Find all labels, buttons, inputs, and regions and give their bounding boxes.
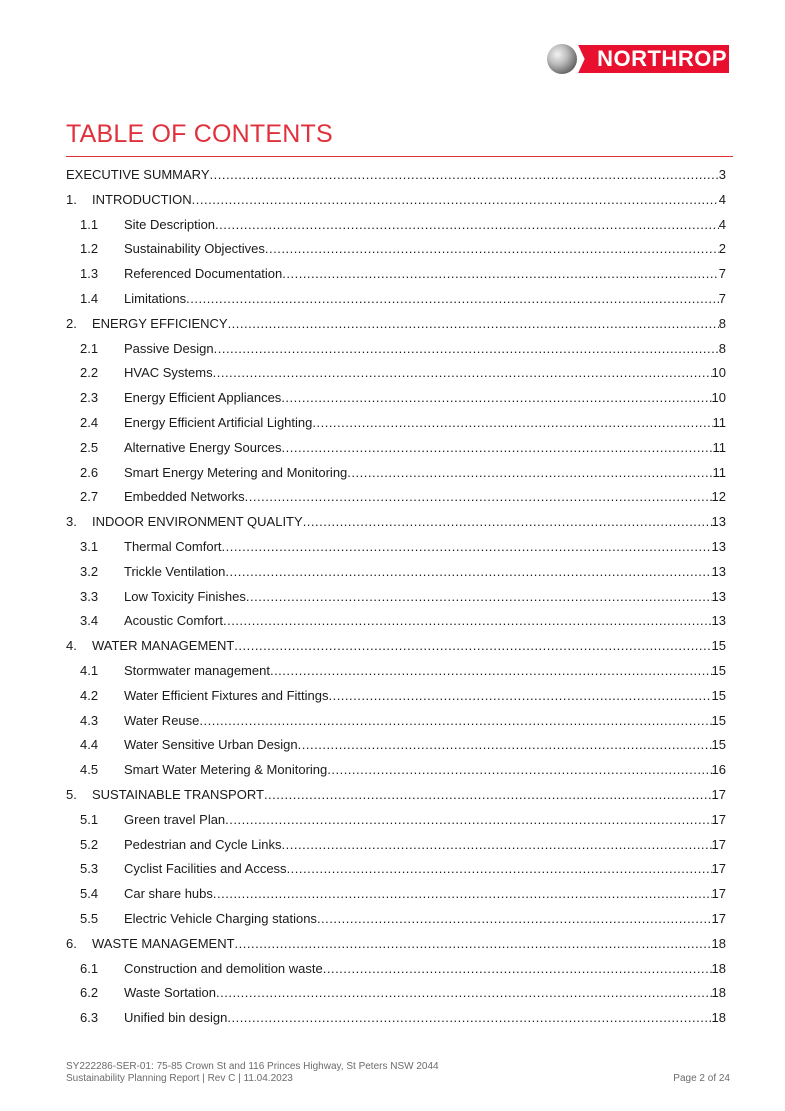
title-underline [66, 156, 733, 157]
toc-entry-title: Electric Vehicle Charging stations [124, 910, 317, 926]
toc-entry-number: 4.5 [80, 762, 99, 778]
toc-entry-title: Construction and demolition waste [124, 960, 323, 976]
toc-entry[interactable] [66, 907, 726, 932]
toc-entry[interactable] [66, 188, 726, 213]
toc-entry-number: 3.2 [80, 563, 99, 579]
toc-dot-leader [298, 733, 712, 758]
toc-entry-title: Smart Water Metering & Monitoring [124, 762, 328, 778]
toc-entry-page: 7 [718, 266, 726, 282]
toc-entry-title: INTRODUCTION [92, 191, 192, 207]
toc-dot-leader [215, 213, 719, 238]
toc-dot-leader [223, 609, 712, 634]
toc-dot-leader [245, 485, 712, 510]
toc-entry-number: 3.1 [80, 538, 99, 554]
toc-entry-page: 17 [711, 910, 726, 926]
toc-entry-title: Cyclist Facilities and Access [124, 861, 287, 877]
toc-entry-title: Referenced Documentation [124, 266, 283, 282]
toc-entry-number: 3.4 [80, 613, 99, 629]
toc-entry[interactable] [66, 287, 726, 312]
toc-entry-number: 6. [66, 935, 77, 951]
toc-entry-title: Sustainability Objectives [124, 241, 265, 257]
toc-entry-page: 11 [712, 414, 726, 430]
toc-entry-page: 18 [711, 1010, 726, 1026]
toc-entry-page: 4 [718, 216, 726, 232]
toc-entry[interactable] [66, 237, 726, 262]
toc-entry-title: Water Reuse [124, 712, 200, 728]
toc-entry[interactable] [66, 808, 726, 833]
toc-entry-page: 8 [718, 340, 726, 356]
toc-entry-number: 6.1 [80, 960, 99, 976]
toc-entry-page: 15 [711, 638, 726, 654]
toc-dot-leader [199, 709, 711, 734]
toc-entry-page: 17 [711, 886, 726, 902]
toc-entry-number: 2.3 [80, 390, 99, 406]
toc-entry[interactable] [66, 510, 726, 535]
toc-entry-number: 5. [66, 786, 77, 802]
toc-dot-leader [282, 262, 719, 287]
toc-entry[interactable] [66, 609, 726, 634]
toc-entry-page: 15 [711, 737, 726, 753]
toc-entry[interactable] [66, 485, 726, 510]
toc-entry-page: 3 [718, 167, 726, 182]
toc-entry-number: 2.4 [80, 414, 99, 430]
toc-dot-leader [282, 833, 712, 858]
toc-dot-leader [235, 932, 712, 957]
toc-dot-leader [216, 981, 712, 1006]
toc-entry-title: SUSTAINABLE TRANSPORT [92, 786, 264, 802]
toc-entry-page: 17 [711, 836, 726, 852]
toc-entry-number: 2.6 [80, 464, 99, 480]
toc-entry[interactable] [66, 1006, 726, 1031]
toc-dot-leader [265, 237, 719, 262]
toc-entry-page: 13 [711, 563, 726, 579]
toc-entry-page: 7 [718, 290, 726, 306]
toc-dot-leader [234, 634, 711, 659]
toc-dot-leader [214, 337, 719, 362]
toc-dot-leader [222, 535, 712, 560]
toc-dot-leader [281, 386, 711, 411]
toc-entry[interactable] [66, 535, 726, 560]
toc-entry[interactable] [66, 361, 726, 386]
toc-entry-title: Acoustic Comfort [124, 613, 223, 629]
toc-entry[interactable] [66, 213, 726, 238]
toc-entry[interactable] [66, 312, 726, 337]
logo-text: NORTHROP [597, 46, 727, 71]
toc-entry-page: 18 [711, 935, 726, 951]
toc-entry-title: Pedestrian and Cycle Links [124, 836, 282, 852]
toc-entry-number: 5.1 [80, 811, 99, 827]
northrop-logo [547, 44, 729, 74]
toc-entry[interactable] [66, 882, 726, 907]
toc-entry-title: Car share hubs [124, 886, 213, 902]
toc-dot-leader [312, 411, 712, 436]
toc-entry-title: Energy Efficient Appliances [124, 390, 282, 406]
toc-entry-number: 6.2 [80, 985, 99, 1001]
toc-entry[interactable] [66, 758, 726, 783]
footer-project-line: SY222286-SER-01: 75-85 Crown St and 116 Princes Highway, St Peters NSW 2044 [66, 1061, 439, 1072]
toc-entry-page: 13 [711, 613, 726, 629]
toc-entry[interactable] [66, 857, 726, 882]
toc-entry[interactable] [66, 659, 726, 684]
toc-entry-title: Limitations [124, 290, 187, 306]
toc-dot-leader [287, 857, 712, 882]
toc-dot-leader [282, 436, 713, 461]
toc-dot-leader [323, 957, 712, 982]
toc-entry-title: WATER MANAGEMENT [92, 638, 235, 654]
toc-entry-page: 16 [711, 762, 726, 778]
toc-entry-number: 4.1 [80, 662, 99, 678]
toc-entry-number: 2.2 [80, 365, 99, 381]
toc-entry-title: ENERGY EFFICIENCY [92, 315, 228, 331]
toc-entry-page: 8 [718, 315, 726, 331]
page-number: Page 2 of 24 [673, 1073, 730, 1084]
toc-entry-title: Stormwater management [124, 662, 270, 678]
toc-dot-leader [192, 188, 719, 213]
footer-report-line: Sustainability Planning Report | Rev C | 11.04.2023 [66, 1073, 293, 1084]
toc-entry-page: 11 [712, 464, 726, 480]
toc-entry-number: 1.2 [80, 241, 99, 257]
toc-entry-title: Green travel Plan [124, 811, 226, 827]
toc-entry-title: HVAC Systems [124, 365, 213, 381]
toc-entry-number: 6.3 [80, 1010, 99, 1026]
toc-entry-title: Site Description [124, 216, 216, 232]
toc-entry-page: 10 [711, 390, 726, 406]
toc-entry[interactable] [66, 709, 726, 734]
toc-entry-number: 1.3 [80, 266, 99, 282]
toc-entry-number: 4.3 [80, 712, 99, 728]
toc-entry-page: 15 [711, 662, 726, 678]
toc-dot-leader [246, 585, 712, 610]
toc-entry-page: 15 [711, 712, 726, 728]
page-footer [66, 1061, 730, 1085]
toc-dot-leader [228, 312, 719, 337]
toc-dot-leader [317, 907, 712, 932]
toc-dot-leader [213, 882, 712, 907]
toc-entry-page: 12 [711, 489, 726, 505]
toc-entry[interactable] [66, 684, 726, 709]
toc-entry[interactable] [66, 411, 726, 436]
toc-dot-leader [270, 659, 712, 684]
toc-entry[interactable] [66, 560, 726, 585]
toc-dot-leader [210, 163, 719, 188]
toc-entry[interactable] [66, 262, 726, 287]
toc-entry-title: Trickle Ventilation [124, 563, 226, 579]
toc-entry-number: 1.4 [80, 290, 99, 306]
toc-entry-title: INDOOR ENVIRONMENT QUALITY [92, 514, 303, 530]
toc-entry[interactable] [66, 436, 726, 461]
toc-entry-number: 4.4 [80, 737, 99, 753]
toc-entry-page: 17 [711, 786, 726, 802]
toc-entry-title: WASTE MANAGEMENT [92, 935, 235, 951]
toc-entry-title: Water Efficient Fixtures and Fittings [124, 687, 329, 703]
toc-entry-number: 2. [66, 315, 77, 331]
toc-entry-title: Alternative Energy Sources [124, 439, 282, 455]
toc-entry-page: 18 [711, 960, 726, 976]
toc-entry-page: 15 [711, 687, 726, 703]
toc-entry-page: 17 [711, 811, 726, 827]
toc-entry[interactable] [66, 163, 726, 188]
toc-entry-number: 3. [66, 514, 77, 530]
toc-entry-number: 5.2 [80, 836, 99, 852]
toc-entry-page: 17 [711, 861, 726, 877]
toc-entry[interactable] [66, 733, 726, 758]
toc-entry-title: Embedded Networks [124, 489, 245, 505]
table-of-contents [66, 163, 726, 1031]
toc-entry-number: 5.5 [80, 910, 99, 926]
toc-dot-leader [213, 361, 712, 386]
page-title: TABLE OF CONTENTS [66, 120, 333, 148]
toc-entry-number: 5.3 [80, 861, 99, 877]
toc-entry-number: 3.3 [80, 588, 99, 604]
toc-entry-title: EXECUTIVE SUMMARY [66, 167, 210, 182]
toc-entry-number: 2.7 [80, 489, 99, 505]
toc-entry-number: 4. [66, 638, 77, 654]
toc-entry-number: 1.1 [80, 216, 99, 232]
toc-entry-page: 4 [718, 191, 726, 207]
toc-dot-leader [328, 684, 711, 709]
toc-dot-leader [264, 783, 712, 808]
toc-entry[interactable] [66, 957, 726, 982]
toc-entry-page: 13 [711, 514, 726, 530]
toc-entry-title: Thermal Comfort [124, 538, 222, 554]
toc-dot-leader [225, 808, 711, 833]
toc-dot-leader [227, 1006, 711, 1031]
toc-entry-page: 10 [711, 365, 726, 381]
toc-dot-leader [186, 287, 719, 312]
toc-entry[interactable] [66, 634, 726, 659]
toc-entry-number: 2.5 [80, 439, 99, 455]
toc-entry-title: Water Sensitive Urban Design [124, 737, 298, 753]
toc-entry-page: 13 [711, 588, 726, 604]
toc-entry-number: 2.1 [80, 340, 99, 356]
toc-entry-title: Passive Design [124, 340, 214, 356]
toc-entry-page: 18 [711, 985, 726, 1001]
toc-dot-leader [303, 510, 712, 535]
toc-entry-title: Unified bin design [124, 1010, 228, 1026]
toc-entry-title: Waste Sortation [124, 985, 217, 1001]
toc-entry-number: 4.2 [80, 687, 99, 703]
toc-entry-page: 13 [711, 538, 726, 554]
toc-entry-title: Smart Energy Metering and Monitoring [124, 464, 348, 480]
toc-entry-number: 1. [66, 191, 77, 207]
toc-entry-page: 11 [712, 439, 726, 455]
toc-entry[interactable] [66, 461, 726, 486]
toc-entry[interactable] [66, 585, 726, 610]
toc-entry[interactable] [66, 337, 726, 362]
toc-entry-number: 5.4 [80, 886, 99, 902]
toc-dot-leader [327, 758, 711, 783]
toc-entry[interactable] [66, 833, 726, 858]
toc-dot-leader [225, 560, 711, 585]
toc-entry[interactable] [66, 932, 726, 957]
toc-entry-page: 2 [718, 241, 726, 257]
toc-entry-title: Low Toxicity Finishes [124, 588, 246, 604]
toc-entry-title: Energy Efficient Artificial Lighting [124, 414, 313, 430]
toc-entry[interactable] [66, 783, 726, 808]
toc-entry[interactable] [66, 981, 726, 1006]
toc-dot-leader [347, 461, 712, 486]
toc-entry[interactable] [66, 386, 726, 411]
